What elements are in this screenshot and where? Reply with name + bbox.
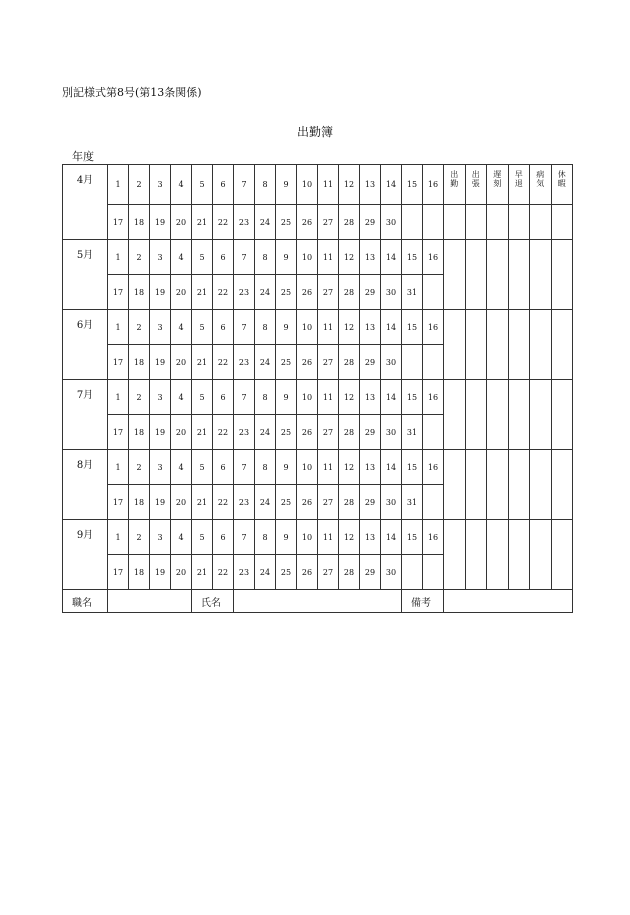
month-label: 9月 [63, 520, 108, 590]
day-cell: 25 [276, 205, 297, 240]
day-cell: 22 [213, 205, 234, 240]
day-cell: 11 [318, 310, 339, 345]
day-cell: 13 [360, 520, 381, 555]
summary-cell[interactable] [551, 240, 573, 310]
day-cell: 3 [150, 450, 171, 485]
day-cell: 27 [318, 205, 339, 240]
day-cell: 10 [297, 240, 318, 275]
day-cell: 14 [381, 240, 402, 275]
day-cell: 10 [297, 165, 318, 205]
day-cell: 11 [318, 165, 339, 205]
day-cell: 16 [423, 380, 444, 415]
day-cell: 15 [402, 380, 423, 415]
day-cell: 3 [150, 310, 171, 345]
summary-cell[interactable] [465, 310, 487, 380]
day-cell: 12 [339, 450, 360, 485]
day-cell: 21 [192, 415, 213, 450]
day-cell: 9 [276, 380, 297, 415]
day-cell: 3 [150, 520, 171, 555]
month-row [63, 240, 573, 275]
day-cell: 29 [360, 415, 381, 450]
day-cell: 17 [108, 415, 129, 450]
day-cell: 16 [423, 310, 444, 345]
name-field[interactable] [234, 590, 402, 613]
day-cell: 30 [381, 345, 402, 380]
summary-cell[interactable] [444, 450, 466, 520]
month-label: 4月 [63, 165, 108, 240]
day-cell: 25 [276, 345, 297, 380]
day-cell: 19 [150, 415, 171, 450]
day-cell: 26 [297, 415, 318, 450]
day-cell: 28 [339, 275, 360, 310]
day-cell: 23 [234, 485, 255, 520]
day-cell: 27 [318, 415, 339, 450]
day-cell: 7 [234, 520, 255, 555]
day-cell: 30 [381, 205, 402, 240]
day-cell: 5 [192, 520, 213, 555]
day-cell: 25 [276, 555, 297, 590]
summary-cell[interactable] [465, 520, 487, 590]
fiscal-year-label: 年度 [72, 150, 94, 163]
day-cell: 6 [213, 380, 234, 415]
summary-cell[interactable] [530, 240, 552, 310]
day-cell: 30 [381, 415, 402, 450]
form-label: 別記様式第8号(第13条関係) [62, 86, 202, 99]
summary-cell[interactable] [444, 240, 466, 310]
day-cell: 7 [234, 165, 255, 205]
day-cell: 15 [402, 520, 423, 555]
day-cell: 21 [192, 275, 213, 310]
day-cell: 25 [276, 485, 297, 520]
name-label: 氏名 [192, 590, 234, 613]
day-cell: 3 [150, 240, 171, 275]
day-cell: 28 [339, 485, 360, 520]
day-cell: 5 [192, 380, 213, 415]
column-header: 病 気 [530, 165, 552, 205]
month-row [63, 310, 573, 345]
day-cell: 19 [150, 345, 171, 380]
day-cell: 3 [150, 165, 171, 205]
column-header: 早 退 [508, 165, 530, 205]
summary-cell[interactable] [444, 380, 466, 450]
day-cell: 28 [339, 205, 360, 240]
summary-cell[interactable] [465, 205, 487, 240]
position-label: 職名 [63, 590, 108, 613]
day-cell [402, 345, 423, 380]
day-cell: 9 [276, 165, 297, 205]
day-cell: 14 [381, 450, 402, 485]
day-cell: 1 [108, 165, 129, 205]
day-cell [402, 205, 423, 240]
day-cell: 19 [150, 485, 171, 520]
day-cell: 23 [234, 345, 255, 380]
day-cell: 17 [108, 345, 129, 380]
day-cell: 22 [213, 345, 234, 380]
summary-cell[interactable] [530, 520, 552, 590]
day-cell: 18 [129, 275, 150, 310]
day-cell: 31 [402, 485, 423, 520]
day-cell: 15 [402, 165, 423, 205]
day-cell: 25 [276, 415, 297, 450]
day-cell: 26 [297, 345, 318, 380]
day-cell: 4 [171, 240, 192, 275]
month-label: 6月 [63, 310, 108, 380]
summary-cell[interactable] [551, 380, 573, 450]
day-cell: 21 [192, 485, 213, 520]
day-cell: 19 [150, 555, 171, 590]
day-cell: 6 [213, 165, 234, 205]
summary-cell[interactable] [508, 240, 530, 310]
day-cell: 15 [402, 310, 423, 345]
day-cell: 29 [360, 485, 381, 520]
day-cell: 8 [255, 450, 276, 485]
day-cell: 13 [360, 380, 381, 415]
summary-cell[interactable] [530, 380, 552, 450]
day-cell: 13 [360, 240, 381, 275]
day-cell: 20 [171, 415, 192, 450]
day-cell: 1 [108, 450, 129, 485]
summary-cell[interactable] [508, 380, 530, 450]
day-cell: 22 [213, 485, 234, 520]
day-cell: 23 [234, 415, 255, 450]
day-cell: 17 [108, 205, 129, 240]
day-cell: 6 [213, 310, 234, 345]
day-cell: 30 [381, 275, 402, 310]
day-cell [423, 205, 444, 240]
day-cell: 2 [129, 520, 150, 555]
day-cell: 19 [150, 275, 171, 310]
day-cell: 6 [213, 520, 234, 555]
day-cell: 16 [423, 520, 444, 555]
day-cell: 19 [150, 205, 171, 240]
summary-cell[interactable] [487, 205, 509, 240]
day-cell: 14 [381, 310, 402, 345]
day-cell: 7 [234, 380, 255, 415]
day-cell: 26 [297, 555, 318, 590]
day-cell: 10 [297, 450, 318, 485]
summary-cell[interactable] [530, 205, 552, 240]
month-label: 5月 [63, 240, 108, 310]
summary-cell[interactable] [465, 240, 487, 310]
day-cell: 31 [402, 275, 423, 310]
day-cell: 8 [255, 165, 276, 205]
day-cell: 10 [297, 310, 318, 345]
document-title: 出勤簿 [296, 125, 333, 139]
day-cell: 12 [339, 520, 360, 555]
day-cell: 23 [234, 205, 255, 240]
day-cell: 1 [108, 520, 129, 555]
day-cell: 1 [108, 240, 129, 275]
summary-cell[interactable] [551, 205, 573, 240]
month-row [63, 520, 573, 555]
day-cell: 13 [360, 450, 381, 485]
day-cell: 11 [318, 450, 339, 485]
day-cell [423, 275, 444, 310]
summary-cell[interactable] [530, 450, 552, 520]
day-cell: 18 [129, 345, 150, 380]
day-cell [423, 345, 444, 380]
summary-cell[interactable] [508, 450, 530, 520]
summary-cell[interactable] [444, 205, 466, 240]
day-cell: 18 [129, 485, 150, 520]
summary-cell[interactable] [530, 310, 552, 380]
day-cell: 29 [360, 345, 381, 380]
day-cell: 11 [318, 380, 339, 415]
day-cell [423, 485, 444, 520]
day-cell: 5 [192, 240, 213, 275]
day-cell: 2 [129, 310, 150, 345]
day-cell: 4 [171, 380, 192, 415]
day-cell: 29 [360, 205, 381, 240]
month-label: 8月 [63, 450, 108, 520]
day-cell: 29 [360, 555, 381, 590]
column-header: 出 張 [465, 165, 487, 205]
summary-cell[interactable] [487, 450, 509, 520]
day-cell: 20 [171, 485, 192, 520]
summary-cell[interactable] [487, 520, 509, 590]
day-cell: 4 [171, 310, 192, 345]
day-cell: 11 [318, 240, 339, 275]
day-cell: 20 [171, 205, 192, 240]
day-cell: 24 [255, 345, 276, 380]
day-cell: 24 [255, 415, 276, 450]
day-cell: 4 [171, 165, 192, 205]
month-label: 7月 [63, 380, 108, 450]
summary-cell[interactable] [465, 450, 487, 520]
day-cell: 27 [318, 275, 339, 310]
day-cell: 21 [192, 205, 213, 240]
day-cell: 28 [339, 345, 360, 380]
day-cell: 10 [297, 520, 318, 555]
day-cell: 24 [255, 205, 276, 240]
day-cell: 27 [318, 555, 339, 590]
day-cell: 2 [129, 165, 150, 205]
day-cell: 27 [318, 345, 339, 380]
day-cell: 31 [402, 415, 423, 450]
day-cell: 9 [276, 520, 297, 555]
day-cell: 1 [108, 380, 129, 415]
day-cell: 2 [129, 450, 150, 485]
summary-cell[interactable] [551, 520, 573, 590]
day-cell: 3 [150, 380, 171, 415]
remarks-field[interactable] [444, 590, 573, 613]
day-cell: 10 [297, 380, 318, 415]
day-cell: 18 [129, 415, 150, 450]
summary-cell[interactable] [508, 520, 530, 590]
day-cell: 21 [192, 555, 213, 590]
day-cell: 5 [192, 310, 213, 345]
summary-cell[interactable] [551, 450, 573, 520]
day-cell: 4 [171, 450, 192, 485]
summary-cell[interactable] [487, 310, 509, 380]
day-cell: 5 [192, 450, 213, 485]
summary-cell[interactable] [465, 380, 487, 450]
day-cell: 30 [381, 485, 402, 520]
day-cell: 7 [234, 450, 255, 485]
day-cell: 11 [318, 520, 339, 555]
summary-cell[interactable] [487, 240, 509, 310]
day-cell: 24 [255, 485, 276, 520]
day-cell: 29 [360, 275, 381, 310]
day-cell: 2 [129, 240, 150, 275]
day-cell: 12 [339, 310, 360, 345]
day-cell: 12 [339, 240, 360, 275]
day-cell: 23 [234, 275, 255, 310]
day-cell: 17 [108, 275, 129, 310]
day-cell: 26 [297, 275, 318, 310]
day-cell: 20 [171, 345, 192, 380]
remarks-label: 備考 [402, 590, 444, 613]
day-cell: 20 [171, 555, 192, 590]
day-cell: 27 [318, 485, 339, 520]
day-cell: 6 [213, 450, 234, 485]
day-cell: 18 [129, 205, 150, 240]
month-row [63, 165, 573, 205]
day-cell: 28 [339, 415, 360, 450]
day-cell: 7 [234, 310, 255, 345]
day-cell: 9 [276, 240, 297, 275]
day-cell: 17 [108, 485, 129, 520]
summary-cell[interactable] [444, 310, 466, 380]
day-cell: 5 [192, 165, 213, 205]
day-cell: 17 [108, 555, 129, 590]
position-field[interactable] [108, 590, 192, 613]
day-cell: 21 [192, 345, 213, 380]
month-row [63, 205, 573, 240]
month-row [63, 380, 573, 415]
day-cell: 16 [423, 240, 444, 275]
day-cell: 4 [171, 520, 192, 555]
day-cell: 13 [360, 310, 381, 345]
day-cell: 26 [297, 205, 318, 240]
day-cell: 15 [402, 240, 423, 275]
day-cell: 8 [255, 380, 276, 415]
day-cell: 13 [360, 165, 381, 205]
day-cell: 22 [213, 555, 234, 590]
day-cell: 9 [276, 310, 297, 345]
summary-cell[interactable] [444, 520, 466, 590]
column-header: 休 暇 [551, 165, 573, 205]
day-cell: 6 [213, 240, 234, 275]
day-cell: 8 [255, 520, 276, 555]
summary-cell[interactable] [487, 380, 509, 450]
attendance-table [62, 164, 573, 613]
column-header: 遅 刻 [487, 165, 509, 205]
day-cell: 8 [255, 240, 276, 275]
day-cell: 16 [423, 165, 444, 205]
day-cell: 24 [255, 555, 276, 590]
footer-row [63, 590, 573, 613]
day-cell: 14 [381, 520, 402, 555]
summary-cell[interactable] [508, 310, 530, 380]
month-row [63, 450, 573, 485]
day-cell: 1 [108, 310, 129, 345]
day-cell: 23 [234, 555, 255, 590]
day-cell: 16 [423, 450, 444, 485]
day-cell: 7 [234, 240, 255, 275]
day-cell: 14 [381, 165, 402, 205]
day-cell [423, 415, 444, 450]
day-cell: 22 [213, 415, 234, 450]
day-cell: 8 [255, 310, 276, 345]
day-cell: 14 [381, 380, 402, 415]
day-cell: 2 [129, 380, 150, 415]
summary-cell[interactable] [551, 310, 573, 380]
day-cell [423, 555, 444, 590]
day-cell: 12 [339, 165, 360, 205]
day-cell: 20 [171, 275, 192, 310]
day-cell: 26 [297, 485, 318, 520]
day-cell: 15 [402, 450, 423, 485]
day-cell: 25 [276, 275, 297, 310]
day-cell: 24 [255, 275, 276, 310]
summary-cell[interactable] [508, 205, 530, 240]
day-cell: 12 [339, 380, 360, 415]
column-header: 出 勤 [444, 165, 466, 205]
day-cell [402, 555, 423, 590]
day-cell: 30 [381, 555, 402, 590]
day-cell: 9 [276, 450, 297, 485]
day-cell: 22 [213, 275, 234, 310]
day-cell: 18 [129, 555, 150, 590]
day-cell: 28 [339, 555, 360, 590]
